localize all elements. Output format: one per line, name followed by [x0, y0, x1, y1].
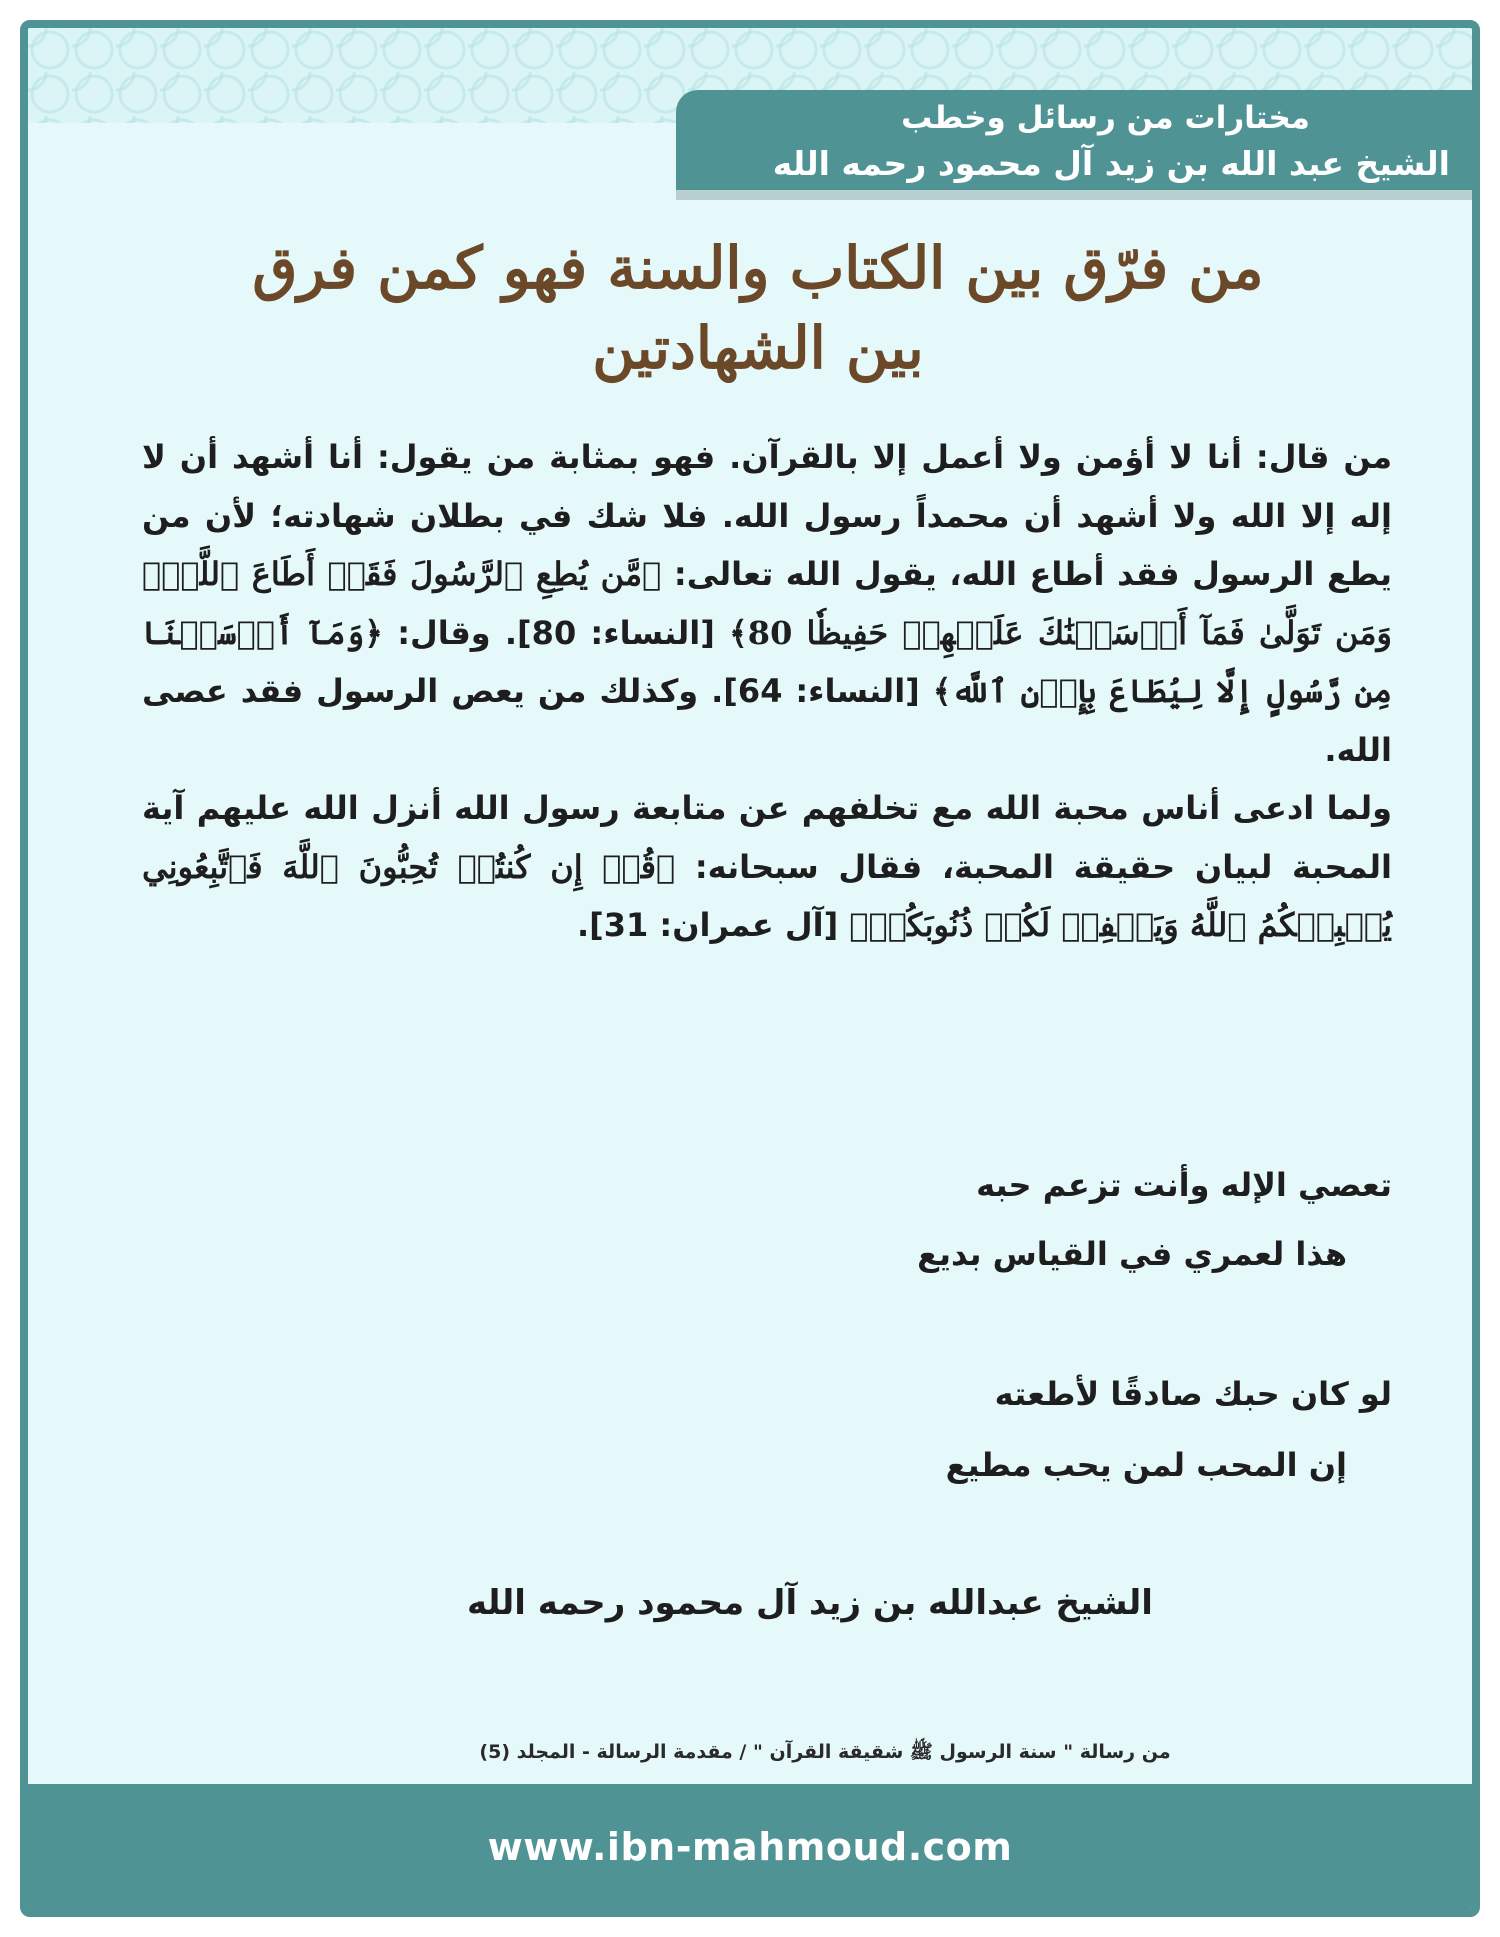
poem-line-4: إن المحب لمن يحب مطيع	[945, 1446, 1347, 1484]
p1-text-1: من قال: أنا لا أؤمن ولا أعمل إلا بالقرآن. فهو بمثابة من يقول: أنا أشهد أن لا إله إلا الله ولا أشهد أن محمداً رسول الله. فلا شك في بطلان شهادته؛ لأن من يطع الرسول فقد أطاع الله، يقول الله تعالى:	[142, 438, 1393, 593]
paragraph-2	[142, 779, 1392, 955]
title-line-2: بين الشهادتين	[592, 314, 924, 382]
banner-shadow	[676, 190, 1472, 200]
source-citation: من رسالة " سنة الرسول ﷺ شقيقة القرآن " / مقدمة الرسالة - المجلد (5)	[479, 1741, 1171, 1763]
p1-text-3: [النساء: 64]. وكذلك من يعص الرسول فقد عصى الله.	[142, 672, 1392, 769]
quran-verse-1: ﴿مَّن يُطِعِ ٱلرَّسُولَ فَقَدۡ أَطَاعَ ٱللَّهَۖ وَمَن تَوَلَّىٰ فَمَآ أَرۡسَلۡنَٰكَ عَلَيۡهِمۡ حَفِيظٗا 80﴾	[142, 555, 1393, 652]
website-link[interactable]: www.ibn-mahmoud.com	[487, 1824, 1013, 1869]
title-line-1: من فرّق بين الكتاب والسنة فهو كمن فرق	[252, 234, 1264, 302]
banner-author: الشيخ عبد الله بن زيد آل محمود رحمه الله	[772, 144, 1450, 183]
banner-subtitle: مختارات من رسائل وخطب	[901, 100, 1310, 136]
p2-text-2: [آل عمران: 31].	[576, 906, 850, 944]
p1-text-2: [النساء: 80]. وقال:	[383, 613, 730, 652]
quran-verse-2: ﴿وَمَآ أَرۡسَلۡنَا مِن رَّسُولٍ إِلَّا لِيُطَاعَ بِإِذۡنِ ٱللَّه﴾	[142, 613, 1393, 710]
paragraph-1	[142, 428, 1392, 779]
poem-line-3: لو كان حبك صادقًا لأطعته	[994, 1375, 1392, 1413]
signature: الشيخ عبدالله بن زيد آل محمود رحمه الله	[467, 1583, 1153, 1623]
page-card	[20, 20, 1480, 1917]
page-title	[118, 228, 1398, 388]
poem-line-2: هذا لعمري في القياس بديع	[917, 1235, 1347, 1273]
p2-text-1: ولما ادعى أناس محبة الله مع تخلفهم عن متابعة رسول الله أنزل الله عليهم آية المحبة لبيان حقيقة المحبة، فقال سبحانه:	[142, 789, 1393, 886]
header-banner	[676, 90, 1472, 194]
article-body	[142, 428, 1392, 955]
footer-bar	[28, 1784, 1472, 1909]
poem-line-1: تعصي الإله وأنت تزعم حبه	[976, 1166, 1392, 1204]
quran-verse-3: ﴿قُلۡ إِن كُنتُمۡ تُحِبُّونَ ٱللَّهَ فَٱتَّبِعُونِي يُحۡبِبۡكُمُ ٱللَّهُ وَيَغۡفِرۡ لَكُمۡ ذُنُوبَكُمۡ﴾	[142, 847, 1392, 944]
